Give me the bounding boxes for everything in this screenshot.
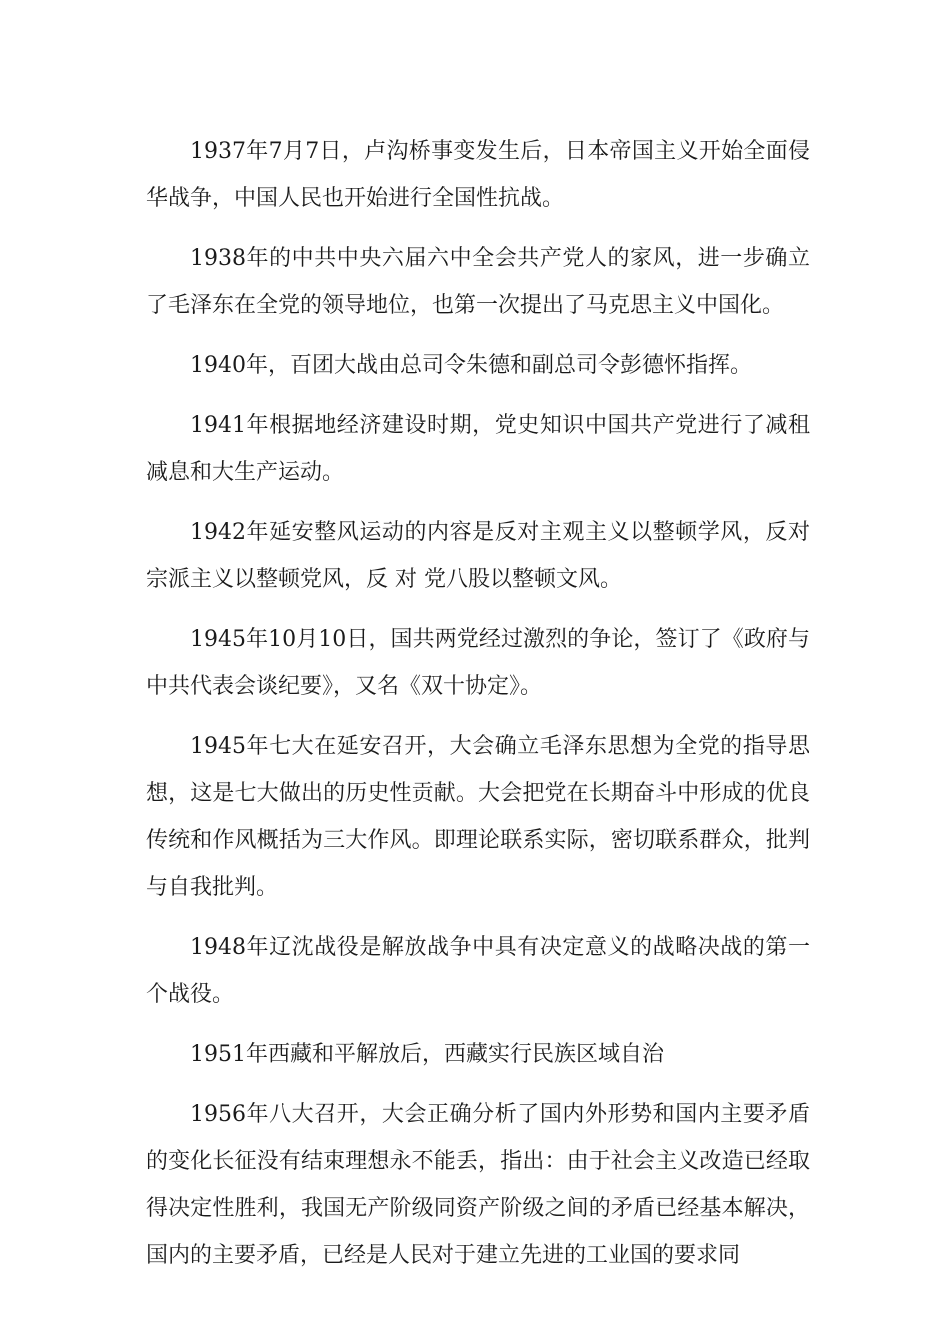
document-body [146,128,810,1292]
paragraph-1956: 1956年八大召开，大会正确分析了国内外形势和国内主要矛盾的变化长征没有结束理想永不能丢，指出：由于社会主义改造已经取得决定性胜利，我国无产阶级同资产阶级之间的矛盾已经基本解决，国内的主要矛盾，已经是人民对于建立先进的工业国的要求同 [146,1102,810,1268]
paragraph-1941: 1941年根据地经济建设时期，党史知识中国共产党进行了减租减息和大生产运动。 [146,413,810,485]
paragraph-1948: 1948年辽沈战役是解放战争中具有决定意义的战略决战的第一个战役。 [146,935,810,1007]
paragraph-1937: 1937年7月7日，卢沟桥事变发生后，日本帝国主义开始全面侵华战争，中国人民也开始进行全国性抗战。 [146,139,810,211]
paragraph-1945-congress: 1945年七大在延安召开，大会确立毛泽东思想为全党的指导思想，这是七大做出的历史性贡献。大会把党在长期奋斗中形成的优良传统和作风概括为三大作风。即理论联系实际，密切联系群众，批判与自我批判。 [146,734,810,900]
paragraph-1951: 1951年西藏和平解放后，西藏实行民族区域自治 [190,1042,664,1067]
paragraph-1940: 1940年，百团大战由总司令朱德和副总司令彭德怀指挥。 [190,353,752,378]
paragraph-1945-oct: 1945年10月10日，国共两党经过激烈的争论，签订了《政府与中共代表会谈纪要》，又名《双十协定》。 [146,627,810,699]
paragraph-1942: 1942年延安整风运动的内容是反对主观主义以整顿学风，反对宗派主义以整顿党风，反 对 党八股以整顿文风。 [146,520,810,592]
paragraph-1938: 1938年的中共中央六届六中全会共产党人的家风，进一步确立了毛泽东在全党的领导地位，也第一次提出了马克思主义中国化。 [146,246,810,318]
